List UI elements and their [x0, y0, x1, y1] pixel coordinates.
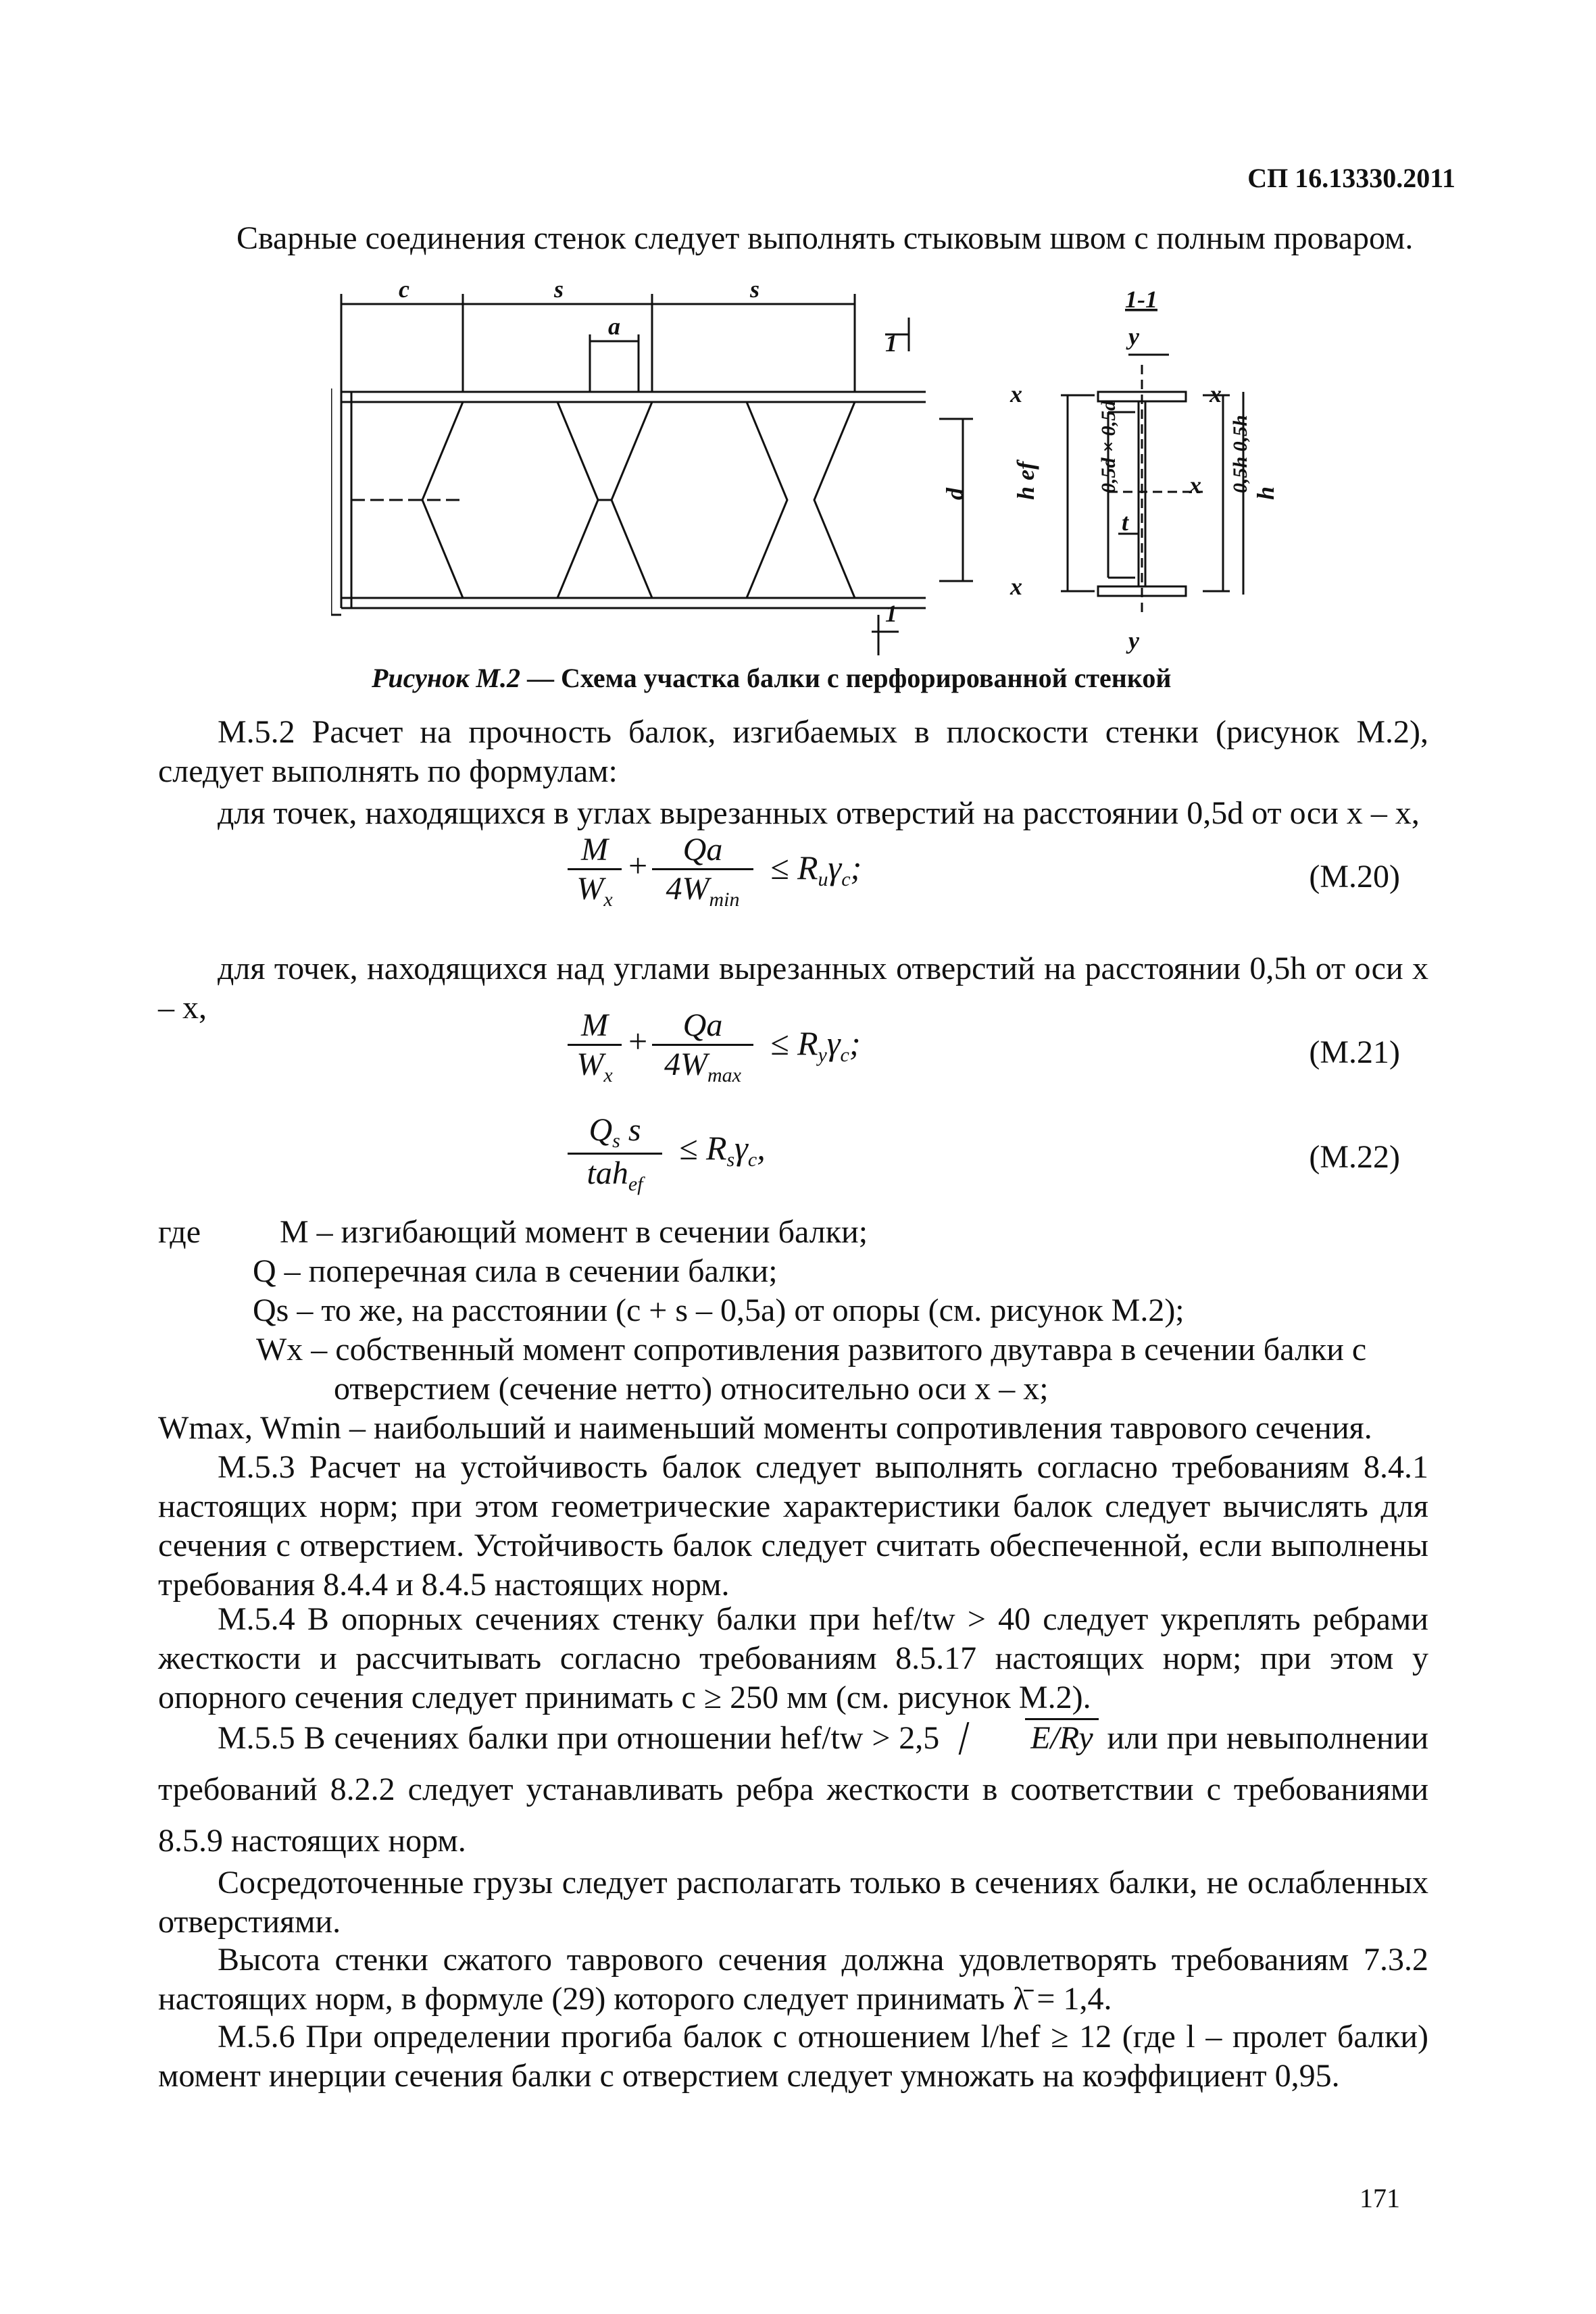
- definition-item-last: Wmax, Wmin – наибольший и наименьший моменты сопротивления таврового сечения.: [158, 1410, 1372, 1446]
- f20-end: ;: [850, 849, 862, 886]
- label-t: t: [1122, 509, 1129, 536]
- formula-m22: [0, 1111, 1596, 1213]
- definition-item: Wx – собственный момент сопротивления развитого двутавра в сечении балки с: [256, 1332, 1367, 1367]
- caption-text: — Схема участка балки с перфорированной стенкой: [520, 663, 1172, 693]
- f22-den-sub: ef: [628, 1173, 643, 1195]
- f22-num-tail: s: [628, 1112, 641, 1148]
- f20-num2: Qa: [652, 831, 753, 870]
- f22-rhs-tail-sub: c: [747, 1149, 757, 1171]
- dim-c: c: [399, 277, 409, 303]
- f22-end: ,: [757, 1129, 766, 1167]
- f22-num: Q: [589, 1112, 613, 1148]
- f21-plus: +: [628, 1022, 648, 1060]
- axis-y-bottom: y: [1128, 627, 1139, 654]
- f20-label: (М.20): [1309, 859, 1400, 895]
- m55-paragraph: [158, 1713, 1428, 1867]
- label-h: h: [1252, 486, 1279, 500]
- dim-a: a: [608, 313, 620, 340]
- f20-plus: +: [628, 847, 648, 884]
- f21-rhs-tail-sub: c: [840, 1044, 849, 1066]
- f21-end: ;: [849, 1024, 861, 1062]
- document-code: СП 16.13330.2011: [1247, 163, 1455, 193]
- f20-den2: 4W: [666, 871, 709, 907]
- dim-s2: s: [750, 277, 760, 303]
- f21-den1-sub: x: [603, 1064, 613, 1086]
- definition-item: M – изгибающий момент в сечении балки;: [280, 1214, 868, 1250]
- f22-label: (М.22): [1309, 1139, 1400, 1175]
- definition-item: отверстием (сечение нетто) относительно оси x – x;: [334, 1371, 1049, 1407]
- f20-den1: W: [576, 871, 604, 907]
- section-mark-top: 1: [885, 330, 897, 357]
- m56-paragraph: М.5.6 При определении прогиба балок с отношением l/hef ≥ 12 (где l – пролет балки) момент инерции сечения балки с отверстием следует умножать на коэффициент 0,95.: [158, 2019, 1428, 2094]
- m52-condition-2: для точек, находящихся над углами вырезанных отверстий на расстоянии 0,5h от оси x – x,: [158, 951, 1429, 1026]
- formula-m21: [0, 1007, 1596, 1108]
- f20-rhs-sub: u: [818, 868, 828, 890]
- f21-den2: 4W: [664, 1047, 707, 1082]
- figure-caption: [372, 662, 1250, 694]
- f21-num2: Qa: [652, 1007, 753, 1046]
- sqrt-symbol: [948, 1713, 1098, 1764]
- f22-rhs-sub: s: [726, 1149, 735, 1171]
- axis-x1-right: x: [1210, 380, 1222, 407]
- f21-num1: M: [568, 1007, 622, 1046]
- f21-rhs-sub: y: [818, 1044, 827, 1066]
- dim-d: d: [941, 488, 968, 500]
- loads-paragraph: Сосредоточенные грузы следует располагать только в сечениях балки, не ослабленных отверстиями.: [158, 1865, 1428, 1940]
- m55-pre: М.5.5 В сечениях балки при отношении hef/tw > 2,5: [218, 1720, 949, 1756]
- m55-sqrt: E/Ry: [1025, 1718, 1098, 1756]
- axis-x1-top: x: [1010, 380, 1022, 407]
- f20-den2-sub: min: [709, 888, 740, 911]
- definitions-list: [158, 1213, 1428, 1469]
- section-title: 1-1: [1125, 286, 1157, 313]
- label-half-d: 0,5d × 0,5d: [1097, 400, 1120, 493]
- f20-den1-sub: x: [603, 888, 613, 911]
- f21-rhs-tail: γ: [826, 1024, 841, 1062]
- f21-den1: W: [576, 1047, 604, 1082]
- f20-rhs-tail: γ: [828, 849, 842, 886]
- formula-m20: [0, 831, 1596, 932]
- section-mark-bottom: 1: [885, 600, 897, 627]
- definition-item: Qs – то же, на расстоянии (c + s – 0,5a) от опоры (см. рисунок М.2);: [253, 1292, 1184, 1328]
- m52-paragraph: М.5.2 Расчет на прочность балок, изгибаемых в плоскости стенки (рисунок М.2), следует выполнять по формулам:: [158, 714, 1428, 789]
- figure-m2: [331, 277, 1311, 655]
- axis-y-top: y: [1128, 323, 1139, 350]
- f22-rhs-tail: γ: [734, 1129, 748, 1167]
- definition-item: Q – поперечная сила в сечении балки;: [253, 1253, 778, 1289]
- axis-x-right: x: [1189, 472, 1201, 499]
- f21-den2-sub: max: [707, 1064, 741, 1086]
- m52-condition-1: для точек, находящихся в углах вырезанных отверстий на расстоянии 0,5d от оси x – x,: [218, 795, 1420, 831]
- label-half-h: 0,5h 0,5h: [1229, 415, 1251, 493]
- m53-paragraph: М.5.3 Расчет на устойчивость балок следует выполнять согласно требованиям 8.4.1 настоящих норм; при этом геометрические характеристики балок следует вычислять для сечения с отверстием. Устойчивость балок следует считать обеспеченной, если выполнены требования 8.4.4 и 8.4.5 настоящих норм.: [158, 1449, 1428, 1603]
- f20-rhs-tail-sub: c: [841, 868, 851, 890]
- f20-num1: M: [568, 831, 622, 870]
- m54-paragraph: М.5.4 В опорных сечениях стенку балки при hef/tw > 40 следует укреплять ребрами жесткости и рассчитывать согласно требованиям 8.5.17 настоящих норм; при этом у опорного сечения следует принимать c ≥ 250 мм (см. рисунок М.2).: [158, 1601, 1428, 1715]
- f21-rhs: ≤ R: [770, 1024, 818, 1062]
- f20-rhs: ≤ R: [770, 849, 818, 886]
- page-number: 171: [1360, 2183, 1400, 2213]
- web-height-paragraph: Высота стенки сжатого таврового сечения должна удовлетворять требованиям 7.3.2 настоящих норм, в формуле (29) которого следует принимать λ̄ = 1,4.: [158, 1942, 1428, 2017]
- f21-label: (М.21): [1309, 1034, 1400, 1070]
- axis-x1-bottom: x: [1010, 573, 1022, 600]
- f22-rhs: ≤ R: [679, 1129, 727, 1167]
- definitions-where: где: [158, 1214, 201, 1250]
- label-hef: h ef: [1012, 461, 1039, 500]
- f22-num-sub: s: [612, 1130, 620, 1152]
- m55-post: или при невыполнении требований 8.2.2 следует устанавливать ребра жесткости в соответствии с требованиями 8.5.9 настоящих норм.: [158, 1720, 1429, 1859]
- intro-paragraph: Сварные соединения стенок следует выполнять стыковым швом с полным проваром.: [236, 220, 1414, 256]
- caption-prefix: Рисунок М.2: [372, 663, 520, 693]
- f22-den: tah: [587, 1155, 628, 1191]
- beam-diagram: [331, 277, 1311, 655]
- dim-s1: s: [554, 277, 564, 303]
